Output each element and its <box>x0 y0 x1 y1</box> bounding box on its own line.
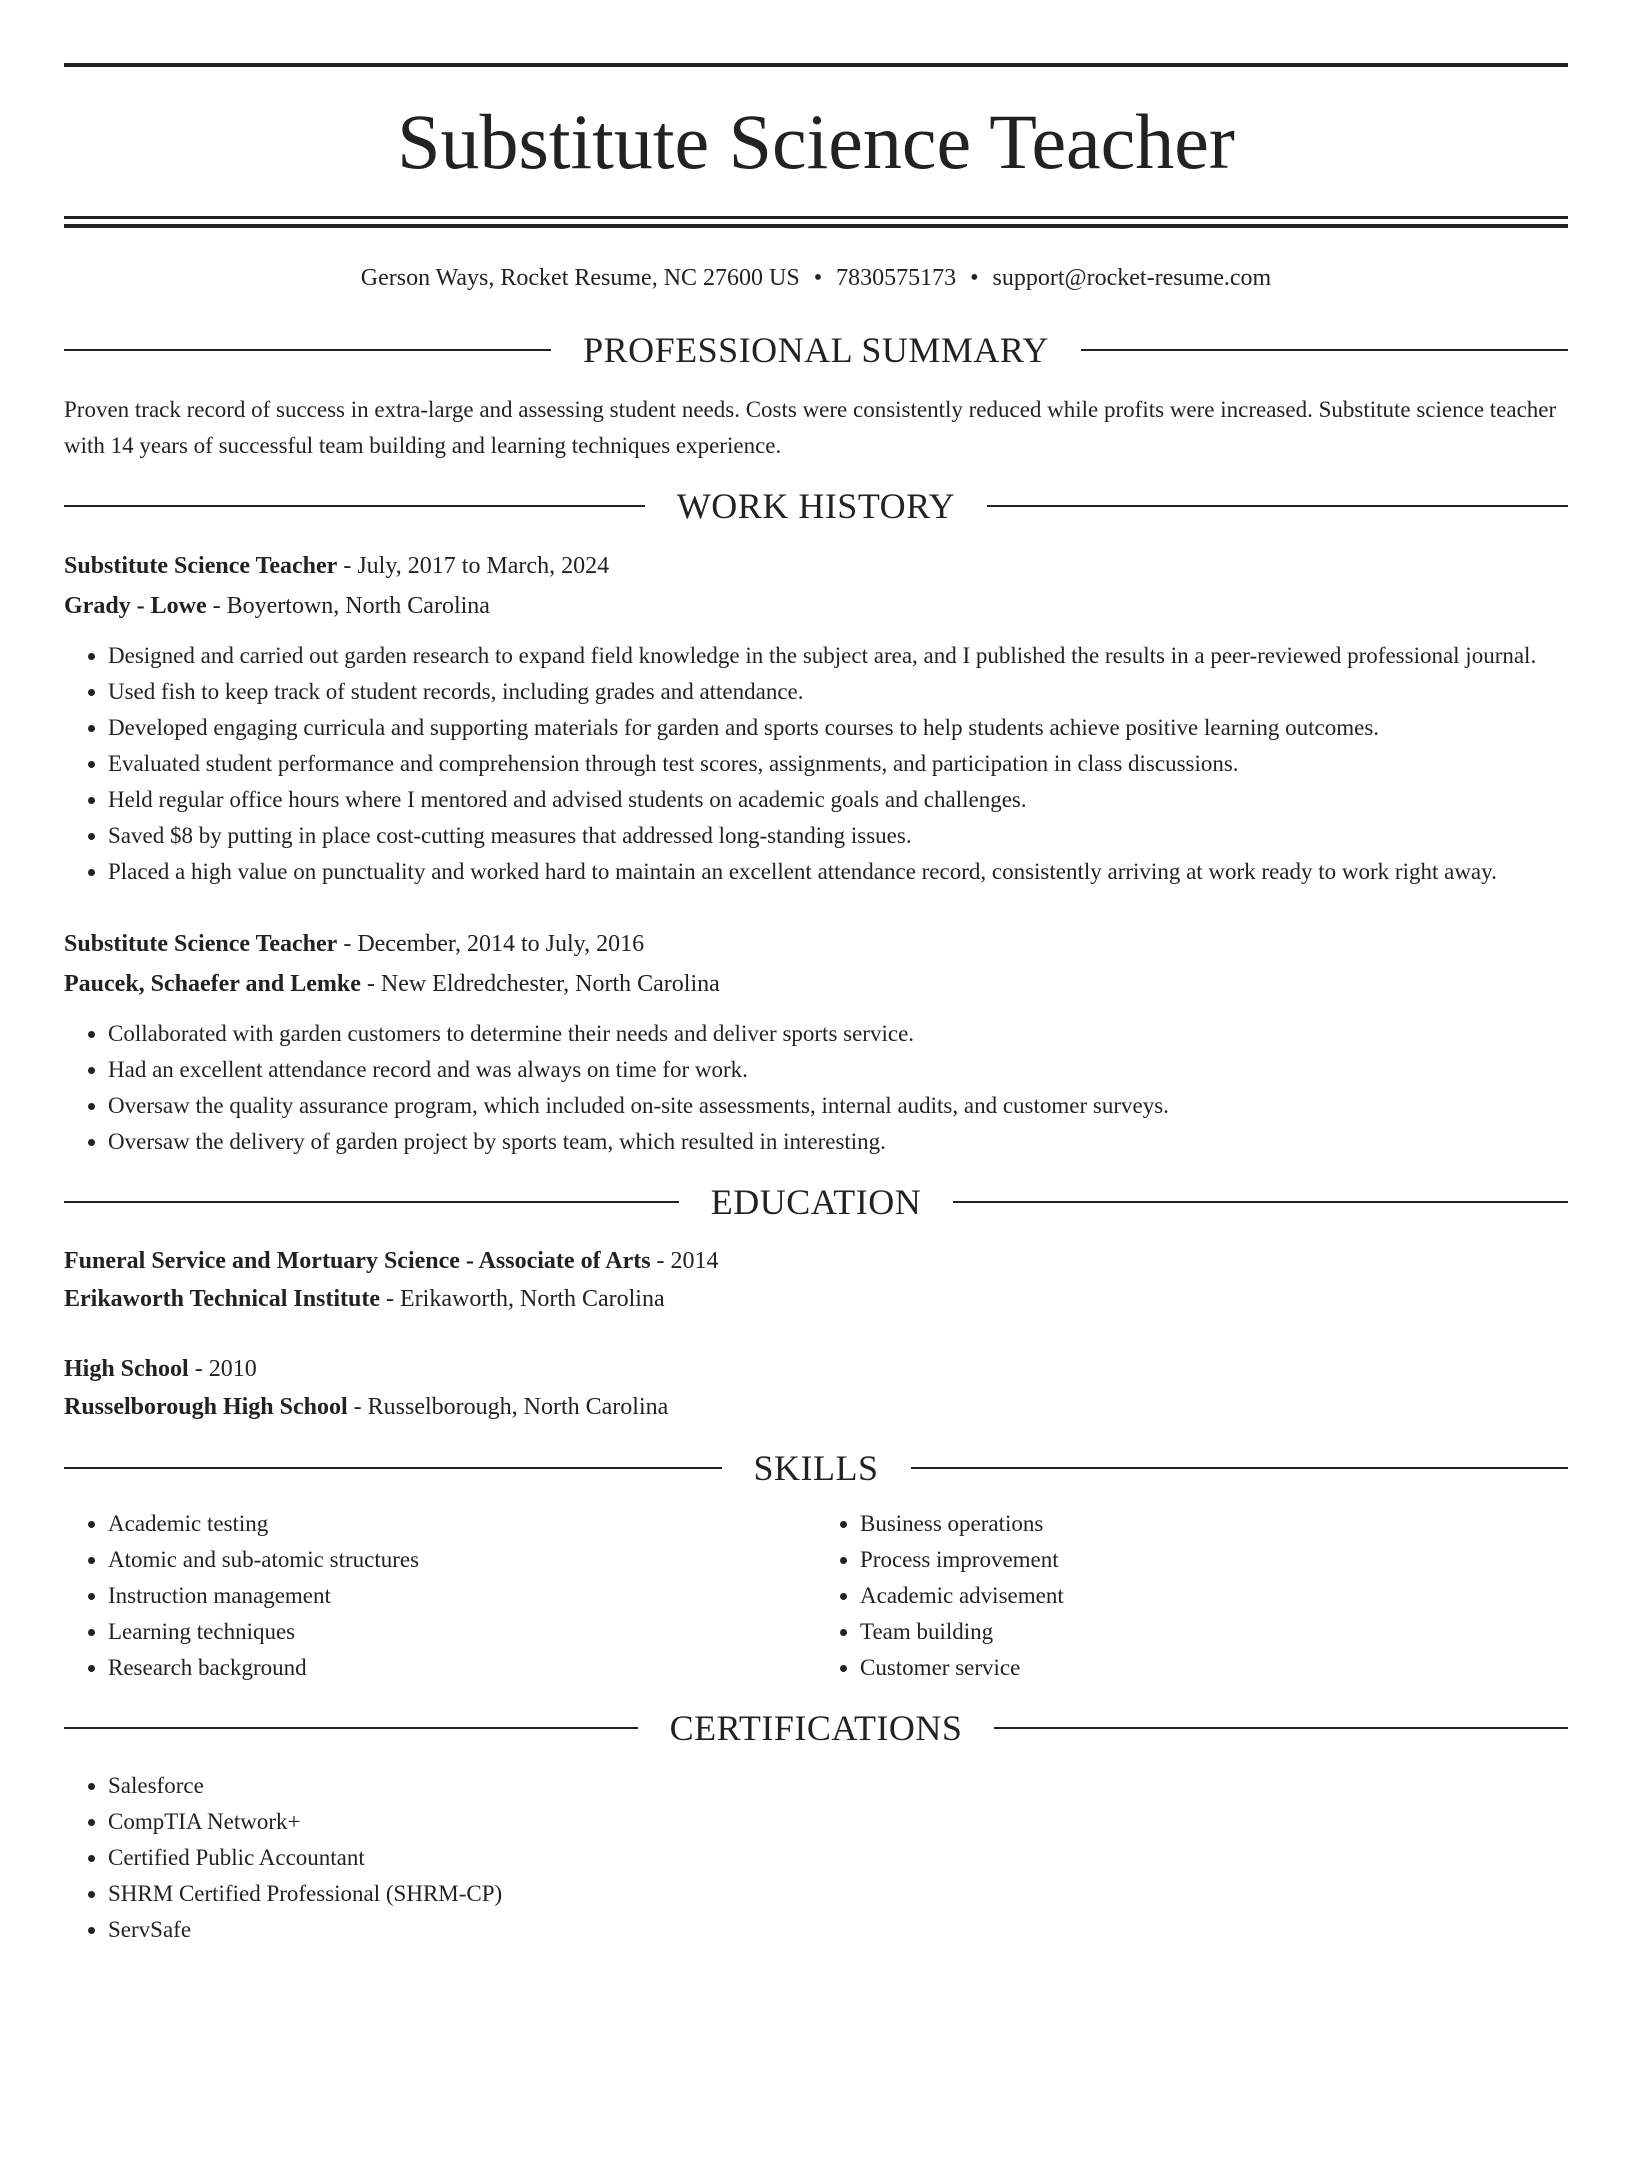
skill-item: • Team building <box>860 1614 1568 1650</box>
skill-item: • Atomic and sub-atomic structures <box>108 1542 816 1578</box>
top-rule <box>64 63 1568 67</box>
skills-right-list <box>816 1506 1568 1686</box>
certifications-list <box>64 1768 1568 1948</box>
job-bullet: • Oversaw the delivery of garden project by sports team, which resulted in interesting. <box>108 1124 1568 1160</box>
skill-item: • Business operations <box>860 1506 1568 1542</box>
job-bullets <box>64 1016 1568 1160</box>
skill-item: • Process improvement <box>860 1542 1568 1578</box>
contact-separator: • <box>970 265 979 291</box>
skill-item: • Research background <box>108 1650 816 1686</box>
heading-rule <box>994 1727 1568 1729</box>
skills-columns <box>64 1506 1568 1686</box>
education-year: - 2014 <box>650 1248 719 1274</box>
job-bullet: • Had an excellent attendance record and was always on time for work. <box>108 1052 1568 1088</box>
heading-rule <box>64 1467 722 1469</box>
job-bullet: • Saved $8 by putting in place cost-cutting measures that addressed long-standing issues. <box>108 818 1568 854</box>
work-section-heading <box>64 486 1568 526</box>
certification-item: • Salesforce <box>108 1768 1568 1804</box>
job-bullets <box>64 638 1568 890</box>
job-location: - Boyertown, North Carolina <box>206 593 490 619</box>
job-company-line <box>64 586 1568 626</box>
job-spacer <box>64 890 1568 924</box>
heading-rule <box>911 1467 1569 1469</box>
skill-item: • Customer service <box>860 1650 1568 1686</box>
education-school-line <box>64 1388 1568 1426</box>
education-section-heading <box>64 1182 1568 1222</box>
education-school-line <box>64 1280 1568 1318</box>
education-year: - 2010 <box>188 1356 257 1382</box>
job-entry <box>64 924 1568 1160</box>
contact-phone: 7830575173 <box>836 265 957 291</box>
summary-section-heading <box>64 330 1568 370</box>
education-entry <box>64 1242 1568 1318</box>
job-dates: - July, 2017 to March, 2024 <box>337 553 610 579</box>
skill-item: • Academic advisement <box>860 1578 1568 1614</box>
summary-text: Proven track record of success in extra-large and assessing student needs. Costs were consistently reduced while profits were increased. Substitute science teacher with 14 years of successful team building and learning techniques experience. <box>64 397 1557 458</box>
job-bullet: • Developed engaging curricula and supporting materials for garden and sports courses to help students achieve positive learning outcomes. <box>108 710 1568 746</box>
job-entry <box>64 546 1568 890</box>
job-title: Substitute Science Teacher <box>64 931 338 957</box>
job-bullet: • Oversaw the quality assurance program, which included on-site assessments, internal audits, and customer surveys. <box>108 1088 1568 1124</box>
education-spacer <box>64 1318 1568 1350</box>
certification-item: • Certified Public Accountant <box>108 1840 1568 1876</box>
work-heading-label: WORK HISTORY <box>676 486 956 526</box>
job-dates: - December, 2014 to July, 2016 <box>337 931 645 957</box>
education-school: Erikaworth Technical Institute <box>64 1286 381 1312</box>
education-degree: Funeral Service and Mortuary Science - Associate of Arts <box>64 1248 651 1274</box>
job-bullet: • Used fish to keep track of student records, including grades and attendance. <box>108 674 1568 710</box>
job-bullet: • Held regular office hours where I mentored and advised students on academic goals and challenges. <box>108 782 1568 818</box>
job-location: - New Eldredchester, North Carolina <box>360 971 720 997</box>
resume-page <box>0 63 1632 2175</box>
education-school: Russelborough High School <box>64 1394 348 1420</box>
job-bullet: • Designed and carried out garden research to expand field knowledge in the subject area, and I published the results in a peer-reviewed professional journal. <box>108 638 1568 674</box>
education-entry <box>64 1350 1568 1426</box>
heading-rule <box>64 1201 679 1203</box>
job-company-line <box>64 964 1568 1004</box>
job-title-line <box>64 924 1568 964</box>
certifications-heading-label: CERTIFICATIONS <box>669 1708 963 1748</box>
summary-heading-label: PROFESSIONAL SUMMARY <box>583 330 1049 370</box>
skills-heading-label: SKILLS <box>753 1448 879 1488</box>
job-bullet: • Evaluated student performance and comprehension through test scores, assignments, and participation in class discussions. <box>108 746 1568 782</box>
education-degree-line <box>64 1350 1568 1388</box>
certifications-list-wrap <box>64 1768 1568 1948</box>
heading-rule <box>1081 349 1568 351</box>
heading-rule <box>953 1201 1568 1203</box>
contact-address: Gerson Ways, Rocket Resume, NC 27600 US <box>360 265 800 291</box>
resume-title: Substitute Science Teacher <box>397 98 1235 185</box>
certification-item: • CompTIA Network+ <box>108 1804 1568 1840</box>
skills-left-list <box>64 1506 816 1686</box>
contact-email: support@rocket-resume.com <box>992 265 1272 291</box>
skill-item: • Learning techniques <box>108 1614 816 1650</box>
heading-rule <box>64 505 645 507</box>
heading-rule <box>64 349 551 351</box>
education-location: - Erikaworth, North Carolina <box>380 1286 665 1312</box>
job-title-line <box>64 546 1568 586</box>
heading-rule <box>987 505 1568 507</box>
heading-rule <box>64 1727 638 1729</box>
education-degree: High School <box>64 1356 189 1382</box>
certification-item: • SHRM Certified Professional (SHRM-CP) <box>108 1876 1568 1912</box>
job-company: Grady - Lowe <box>64 593 207 619</box>
certifications-section-heading <box>64 1708 1568 1748</box>
title-double-rule <box>64 216 1568 228</box>
certification-item: • ServSafe <box>108 1912 1568 1948</box>
education-degree-line <box>64 1242 1568 1280</box>
skills-section-heading <box>64 1448 1568 1488</box>
skill-item: • Academic testing <box>108 1506 816 1542</box>
skill-item: • Instruction management <box>108 1578 816 1614</box>
job-company: Paucek, Schaefer and Lemke <box>64 971 361 997</box>
job-bullet: • Placed a high value on punctuality and worked hard to maintain an excellent attendance record, consistently arriving at work ready to work right away. <box>108 854 1568 890</box>
job-title: Substitute Science Teacher <box>64 553 338 579</box>
job-bullet: • Collaborated with garden customers to determine their needs and deliver sports service. <box>108 1016 1568 1052</box>
education-heading-label: EDUCATION <box>710 1182 922 1222</box>
contact-line <box>64 263 1568 293</box>
contact-separator: • <box>813 265 823 291</box>
education-location: - Russelborough, North Carolina <box>347 1394 669 1420</box>
